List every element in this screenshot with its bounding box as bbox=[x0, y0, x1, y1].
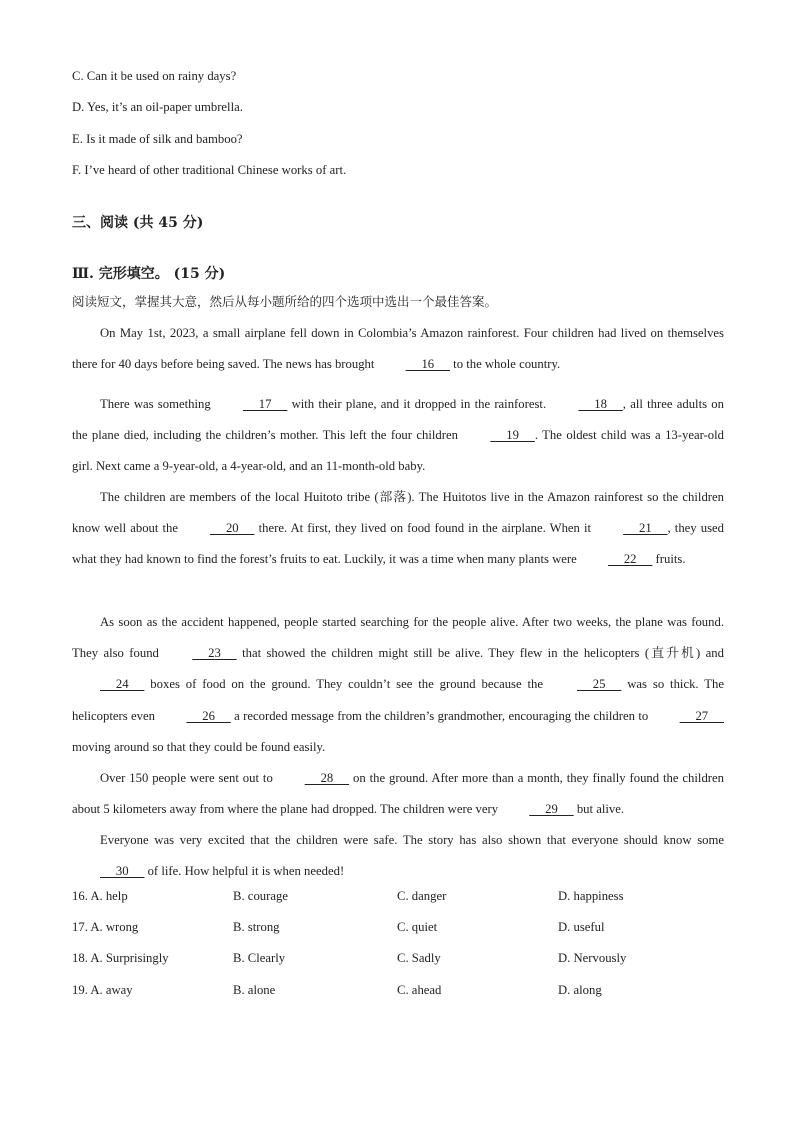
passage-paragraph: On May 1st, 2023, a small airplane fell down in Colombia’s Amazon rainforest. Four children had lived on themselves there for 40 days before being saved. The news has brought 16 to the whole country. bbox=[72, 318, 724, 380]
question-row bbox=[72, 888, 724, 919]
cloze-blank: 16 bbox=[405, 357, 450, 372]
cloze-blank: 18 bbox=[578, 397, 623, 411]
answer-choice-c: C. quiet bbox=[397, 920, 438, 935]
option-c: C. Can it be used on rainy days? bbox=[72, 69, 237, 83]
passage-paragraph: Over 150 people were sent out to 28 on the ground. After more than a month, they finally found the children about 5 kilometers away from where the plane had dropped. The children were very 29 but alive. bbox=[72, 763, 724, 825]
cloze-blank: 21 bbox=[623, 521, 668, 536]
cloze-blank: 20 bbox=[210, 521, 255, 536]
answer-choice-d: D. useful bbox=[558, 920, 605, 935]
passage-paragraph: There was something 17 with their plane, and it dropped in the rainforest. 18 , all three adults on the plane died, including the children’s mother. This left the four children 19 . The oldest child was a 13-year-old girl. Next came a 9-year-old, a 4-year-old, and an 11-month-old baby. bbox=[72, 389, 724, 483]
section-title: 三、阅读 (共 45 分) bbox=[72, 215, 204, 231]
answer-choice-c: C. danger bbox=[397, 889, 447, 903]
cloze-blank: 26 bbox=[186, 708, 231, 723]
passage-paragraph: The children are members of the local Huitoto tribe (部落). The Huitotos live in the Amazon rainforest so the children know well about the 20 there. At first, they lived on food found in the airplane. When it 21 , they used what they had known to find the forest’s fruits to eat. Luckily, it was a time when many plants were 22 fruits. bbox=[72, 482, 724, 576]
answer-choice-c: C. Sadly bbox=[397, 951, 441, 966]
answer-choice-b: B. Clearly bbox=[233, 951, 286, 966]
answer-choice-d: D. Nervously bbox=[558, 951, 627, 966]
option-d: D. Yes, it’s an oil-paper umbrella. bbox=[72, 100, 243, 114]
answer-options bbox=[72, 888, 724, 1013]
question-row bbox=[72, 982, 724, 1013]
answer-choice-b: B. strong bbox=[233, 920, 280, 935]
option-e: E. Is it made of silk and bamboo? bbox=[72, 132, 243, 146]
cloze-blank: 25 bbox=[576, 677, 622, 692]
question-row bbox=[72, 950, 724, 981]
answer-choice-c: C. ahead bbox=[397, 982, 442, 997]
answer-choice-b: B. courage bbox=[233, 889, 288, 903]
part-title: Ⅲ. 完形填空。 (15 分) bbox=[72, 266, 226, 282]
cloze-blank: 29 bbox=[529, 802, 574, 817]
cloze-blank: 24 bbox=[100, 677, 145, 692]
answer-choice-d: D. happiness bbox=[558, 889, 624, 903]
answer-choice-a: 18. A. Surprisingly bbox=[72, 951, 169, 966]
option-f: F. I’ve heard of other traditional Chinese works of art. bbox=[72, 163, 347, 177]
answer-choice-a: 19. A. away bbox=[72, 982, 133, 997]
cloze-blank: 23 bbox=[192, 646, 237, 661]
answer-choice-d: D. along bbox=[558, 982, 602, 997]
cloze-blank: 27 bbox=[679, 708, 724, 723]
cloze-blank: 17 bbox=[242, 397, 288, 411]
cloze-blank: 30 bbox=[100, 864, 145, 879]
passage-paragraph: As soon as the accident happened, people started searching for the people alive. After two weeks, the plane was found. They also found 23 that showed the children might still be alive. They flew in the helicopters (直升机) and 24 boxes of food on the ground. They couldn’t see the ground because the 25 was so thick. The helicopters even 26 a recorded message from the children’s grandmother, encouraging the children to 27 moving around so that they could be found easily. bbox=[72, 615, 724, 754]
cloze-blank: 22 bbox=[607, 552, 653, 567]
answer-choice-b: B. alone bbox=[233, 982, 276, 997]
cloze-blank: 19 bbox=[490, 428, 535, 443]
passage-paragraph: Everyone was very excited that the children were safe. The story has also shown that everyone should know some 30 of life. How helpful it is when needed! bbox=[72, 825, 724, 887]
question-row bbox=[72, 919, 724, 950]
answer-choice-a: 16. A. help bbox=[72, 889, 128, 903]
cloze-blank: 28 bbox=[304, 771, 350, 785]
instructions: 阅读短文，掌握其大意，然后从每小题所给的四个选项中选出一个最佳答案。 bbox=[72, 294, 498, 309]
answer-choice-a: 17. A. wrong bbox=[72, 920, 139, 935]
